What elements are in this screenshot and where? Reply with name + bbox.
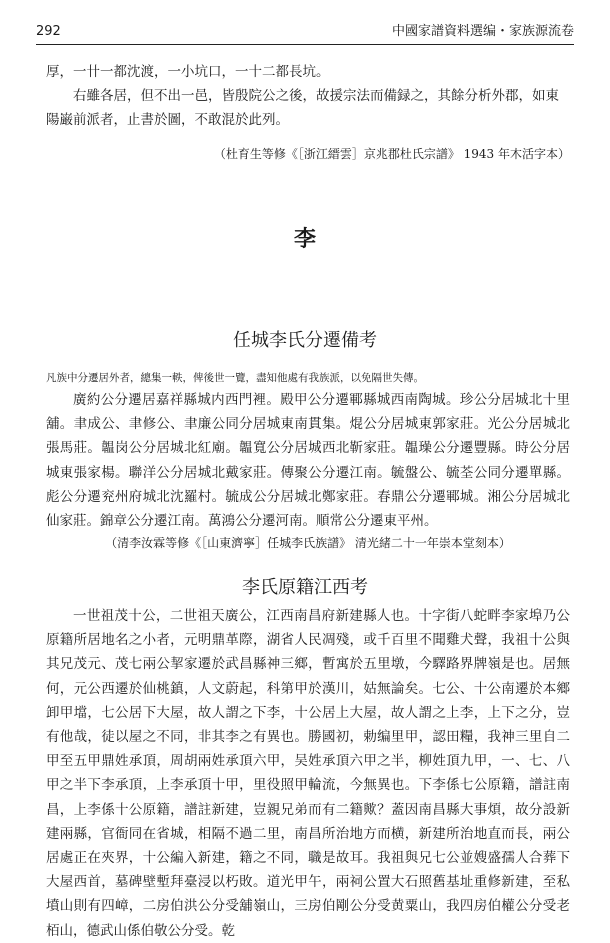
paragraph-jiangxi: 一世祖茂十公，二世祖天廣公，江西南昌府新建縣人也。十字街八蛇畔李家埠乃公原籍所居地名之小者，元明鼎革際，湖省人民凋殘，或千百里不聞雞犬聲，我祖十公與其兄茂元、茂七兩公挈家遷於武昌縣神三鄉，暫寓於五里墩，今驛路界牌嶺是也。居無何，元公西遷於仙桃鎮，人文蔚起，科第甲於漢川，姑無論矣。七公、十公南遷於本鄉卸甲壋，七公居下大屋，故人謂之下李，十公居上大屋，故人謂之上李，上下之分，豈有他哉，徒以屋之不同，非其李之有異也。勝國初，勅编里甲，認田糧，我神三里自二甲至五甲鼎姓承頂，周胡兩姓承頂六甲，吴姓承頂六甲之半，柳姓頂九甲，一、七、八甲之半下李承頂，上李承頂十甲，里役照甲輪流，今無異也。下李係七公原籍，譜註南昌，上李係十公原籍，譜註新建，豈親兄弟而有二籍歟？蓋因南昌縣大事煩，故分設新建兩縣，官衙同在省城，相隔不過二里，南昌所治地方而横，新建所治地直而長，兩公居處正在夾界，十公編入新建，籍之不同，職是故耳。我祖與兄七公並嫂盛孺人合葬下大屋西首，墓碑壁塹拜臺浸以朽敗。道光甲午，兩祠公置大石照舊基址重修新建，至私墳山則有四嶂，二房伯洪公分受舖嶺山，三房伯剛公分受黄粟山，我四房伯權公分受老栢山，德武山係伯敬公分受。乾 bbox=[46, 608, 570, 939]
section-note: 凡族中分遷居外者，總集一軼，俾後世一覽，盡知他處有我族派，以免隔世失傳。 bbox=[46, 372, 424, 384]
section-title-rencheng: 任城李氏分遷備考 bbox=[233, 330, 377, 351]
source-citation-du: （杜育生等修《［浙江縉雲］京兆郡杜氏宗譜》 1943 年木活字本） bbox=[213, 147, 570, 161]
section-title-jiangxi: 李氏原籍江西考 bbox=[242, 577, 368, 598]
paragraph-rencheng: 廣約公分遷居嘉祥縣城内西門裡。殿甲公分遷鄆縣城西南陶城。珍公分居城北十里舖。聿成公、聿修公、聿廉公同分居城東南貫集。焜公分居城東郭家莊。光公分居城北張馬莊。韞岗公分居城北紅廟。韞寬公分居城西北靳家莊。韞璪公分遷豐縣。時公分居城東張家楊。聯洋公分居城北戴家莊。傳聚公分遷江南。毓盤公、毓荃公同分遷單縣。彪公分遷兖州府城北沈羅村。毓成公分居城北鄭家莊。春鼎公分遷鄆城。湘公分居城北仙家莊。錦章公分遷江南。萬鴻公分遷河南。順常公分遷東平州。 bbox=[46, 392, 570, 530]
page-number: 292 bbox=[36, 24, 61, 39]
section-du-continued bbox=[46, 60, 570, 132]
source-citation-rencheng: （清李汝霖等修《［山東濟寧］任城李氏族譜》 清光緒二十一年崇本堂刻本） bbox=[105, 536, 511, 550]
running-title: 中國家譜資料選编・家族源流卷 bbox=[391, 24, 574, 39]
paragraph-du: 右雖各居，但不出一邑，皆殷院公之後，故援宗法而備録之，其餘分析外郡，如東陽巌前派者，止書於圖，不敢混於此列。 bbox=[46, 88, 559, 128]
continued-line: 厚，一卄一都沈渡，一小坑口，一十二都長坑。 bbox=[46, 64, 330, 80]
surname-heading: 李 bbox=[293, 226, 316, 252]
page-header bbox=[36, 22, 574, 45]
